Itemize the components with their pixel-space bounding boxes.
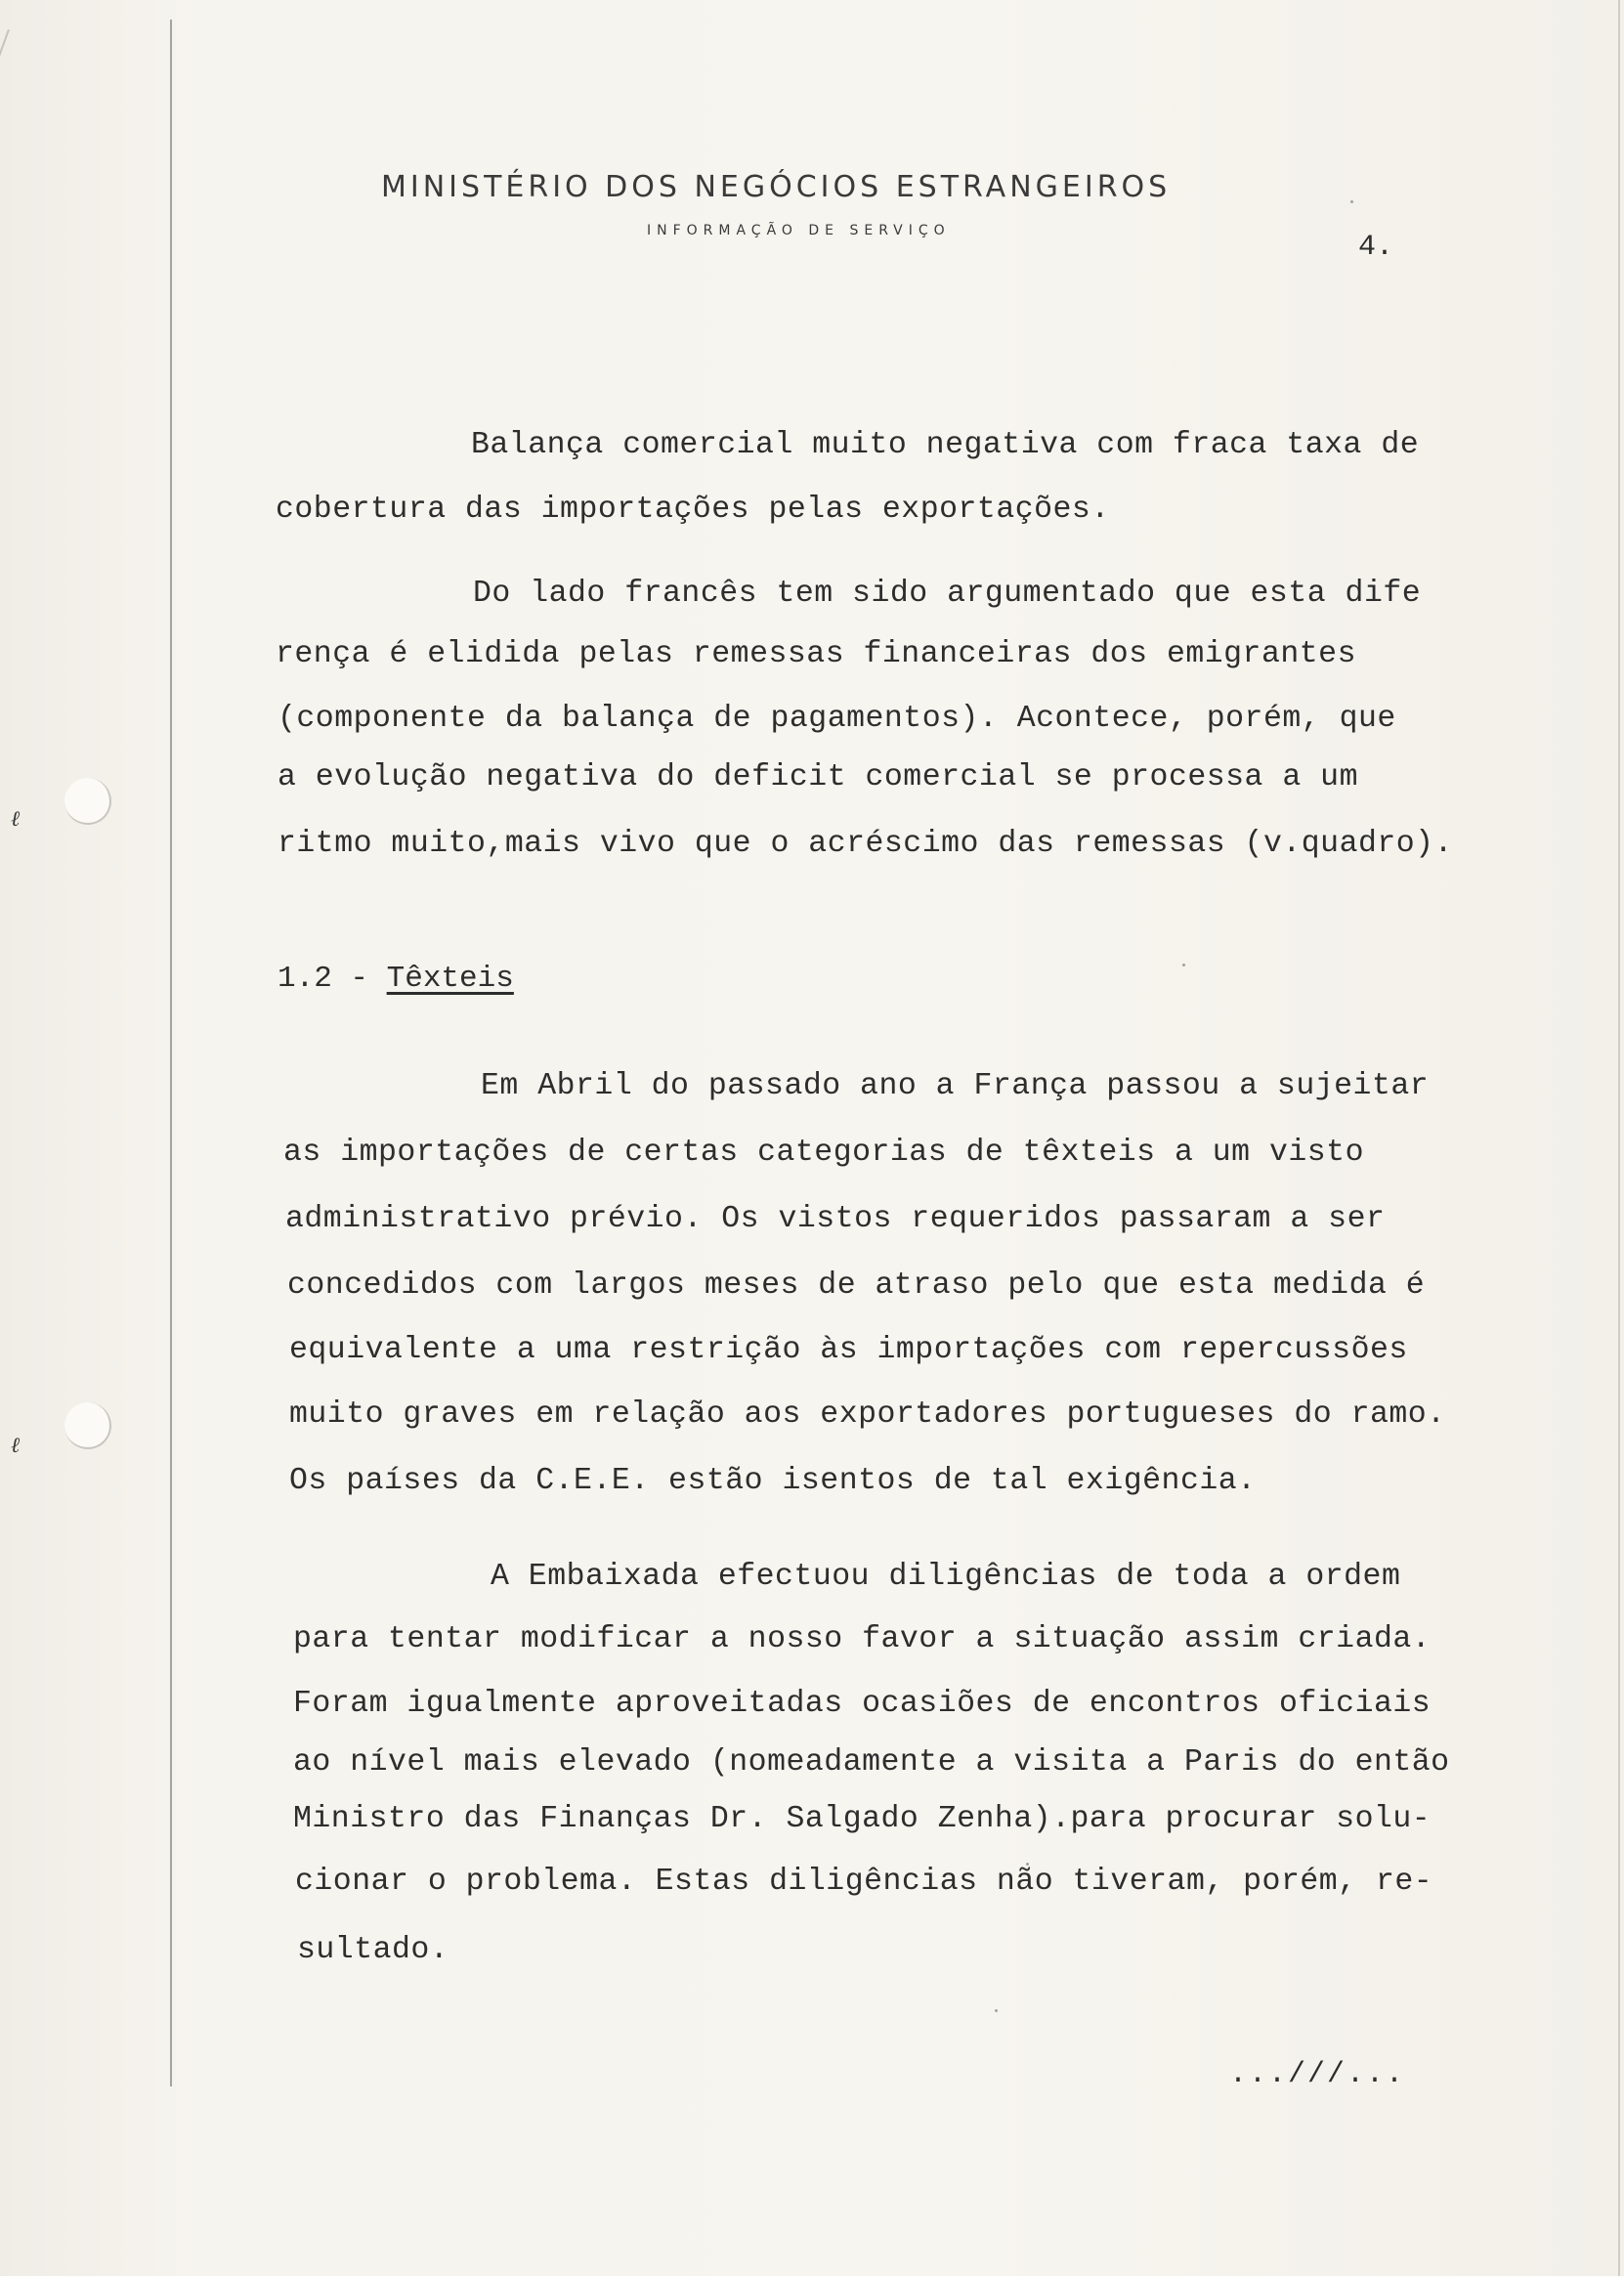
- paragraph-3-line: administrativo prévio. Os vistos requeridos passaram a ser: [285, 1202, 1386, 1236]
- paragraph-3-line: muito graves em relação aos exportadores portugueses do ramo.: [289, 1397, 1446, 1432]
- paragraph-3-line: Os países da C.E.E. estão isentos de tal exigência.: [289, 1464, 1257, 1498]
- paragraph-4-line: para tentar modificar a nosso favor a situação assim criada.: [293, 1622, 1432, 1656]
- pencil-mark-icon: ℓ: [11, 1434, 21, 1458]
- paper-speck: [1182, 964, 1185, 966]
- paragraph-2-line: (componente da balança de pagamentos). Acontece, porém, que: [278, 702, 1396, 736]
- paragraph-4-line: A Embaixada efectuou diligências de toda a ordem: [491, 1560, 1401, 1594]
- paragraph-1-line: cobertura das importações pelas exportações.: [276, 493, 1110, 527]
- document-type-subtitle: INFORMAÇÃO DE SERVIÇO: [647, 223, 951, 238]
- page-number: 4.: [1358, 231, 1394, 264]
- fold-crease: [0, 29, 10, 379]
- paragraph-4-line: cionar o problema. Estas diligências não tiveram, porém, re-: [295, 1865, 1433, 1899]
- paragraph-2-line: a evolução negativa do deficit comercial se processa a um: [278, 760, 1358, 794]
- paragraph-2-line: Do lado francês tem sido argumentado que esta dife: [473, 577, 1422, 611]
- paragraph-2-line: ritmo muito,mais vivo que o acréscimo das remessas (v.quadro).: [278, 827, 1453, 861]
- paragraph-4-line: Ministro das Finanças Dr. Salgado Zenha).para procurar solu-: [293, 1802, 1432, 1836]
- punch-hole-icon: [64, 778, 111, 825]
- pencil-mark-icon: ℓ: [11, 807, 21, 832]
- paper-speck: [1350, 200, 1353, 203]
- paragraph-3-line: Em Abril do passado ano a França passou a sujeitar: [481, 1069, 1430, 1103]
- ministry-title: MINISTÉRIO DOS NEGÓCIOS ESTRANGEIROS: [381, 170, 1172, 204]
- paragraph-4-line: Foram igualmente aproveitadas ocasiões de encontros oficiais: [293, 1687, 1432, 1721]
- paragraph-4-line: sultado.: [297, 1933, 449, 1967]
- continuation-mark: ...///...: [1229, 2058, 1406, 2091]
- paragraph-2-line: rença é elidida pelas remessas financeiras dos emigrantes: [276, 637, 1356, 671]
- paragraph-3-line: as importações de certas categorias de têxteis a um visto: [283, 1136, 1364, 1170]
- left-margin-line: [170, 20, 172, 2086]
- section-heading: [278, 962, 514, 996]
- right-page-edge: [1618, 0, 1620, 2276]
- section-title: Têxteis: [386, 962, 514, 996]
- paragraph-4-line: ao nível mais elevado (nomeadamente a visita a Paris do então: [293, 1745, 1450, 1780]
- section-number: 1.2 -: [278, 962, 369, 996]
- paragraph-3-line: concedidos com largos meses de atraso pelo que esta medida é: [287, 1268, 1426, 1303]
- paper-speck: [995, 2009, 998, 2012]
- paragraph-3-line: equivalente a uma restrição às importações com repercussões: [289, 1333, 1408, 1367]
- punch-hole-icon: [64, 1402, 111, 1449]
- paragraph-1-line: Balança comercial muito negativa com fraca taxa de: [471, 428, 1420, 462]
